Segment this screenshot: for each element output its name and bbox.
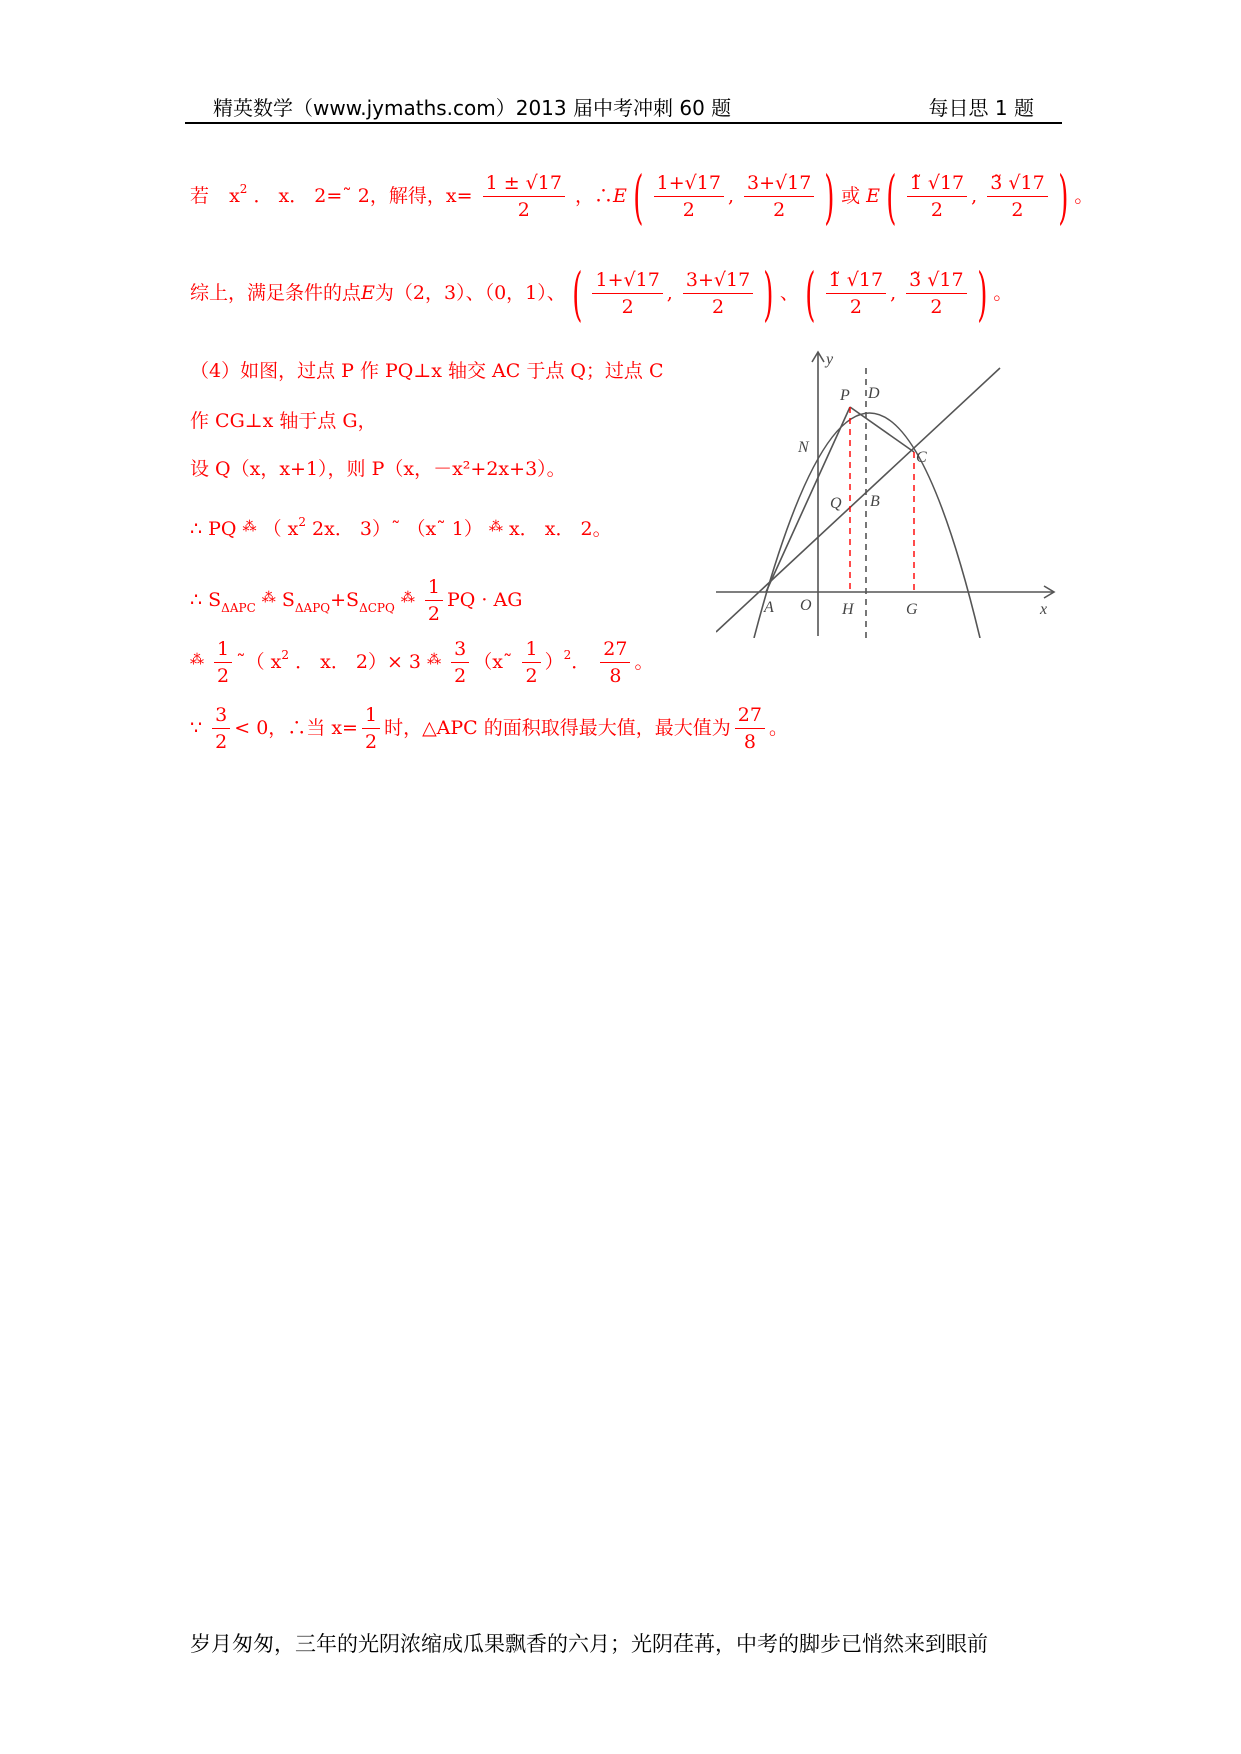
label-o: O — [800, 597, 812, 614]
label-n: N — [798, 439, 809, 456]
point-e-2: E — [866, 185, 880, 207]
parabola-figure — [716, 348, 1056, 638]
fraction-p2: $\frac{3+√17}{2}$ — [744, 174, 814, 220]
part4-line-6: ⁂ $\frac{1}{2}$ ˜（ $x^2$ ． x． 2）× 3 ⁂ $\frac{3}{2}$ （x˜ $\frac{1}{2}$ ）$^2$． $\frac{27}{8}$ 。 — [190, 638, 654, 687]
solution-line-2: 综上，满足条件的点E为（2，3）、（0，1）、 ( $\frac{1+√17}{2}$ , $\frac{3+√17}{2}$ ) 、 ( $\frac{1̃ √17}{2}$ , $\frac{3̃ √17}{2}$ ) 。 — [190, 260, 1013, 328]
text-lead: 若 — [190, 185, 210, 207]
point-e-summary: E — [361, 282, 375, 304]
label-p: P — [840, 387, 850, 404]
part4-line-3: 设 Q（x，x+1），则 P（x，－x²+2x+3）。 — [190, 458, 566, 480]
fraction-a: $\frac{1+√17}{2}$ — [592, 271, 662, 317]
fraction-c: $\frac{1̃ √17}{2}$ — [826, 271, 886, 317]
label-a: A — [764, 599, 774, 616]
fraction-d: $\frac{3̃ √17}{2}$ — [906, 271, 966, 317]
header-title: 精英数学（www.jymaths.com）2013 届中考冲刺 60 题 — [213, 96, 732, 120]
part4-line-4: ∴ PQ ⁂ （ $x^2$ 2x． 3）˜ （x˜ 1） ⁂ x． x． 2。 — [190, 515, 612, 540]
part4-line-7: ∵ $\frac{3}{2}$ < 0，∴当 x= $\frac{1}{2}$ 时，△APC 的面积取得最大值，最大值为 $\frac{27}{8}$ 。 — [190, 704, 788, 753]
part4-line-5: ∴ $S_{\Delta APC}$ ⁂ $S_{\Delta APQ}+S_{\Delta CPQ}$ ⁂ $\frac{1}{2}$ PQ · AG — [190, 576, 523, 625]
fraction-q2: $\frac{3̃ √17}{2}$ — [987, 174, 1047, 220]
label-x: x — [1040, 601, 1048, 618]
fraction-q1: $\frac{1̃ √17}{2}$ — [907, 174, 967, 220]
label-h: H — [842, 601, 854, 618]
eq-x: x — [229, 185, 240, 207]
label-y: y — [826, 351, 834, 368]
label-q: Q — [830, 495, 842, 512]
solution-line-1: 若 $x^2$ ． x． 2=˜ 2，解得，x= $\frac{1 \pm √17}{2}$ ，∴E ( $\frac{1+√17}{2}$ , $\frac{3+√17}{2}$ ) 或 E ( $\frac{1̃ √17}{2}$ , $\frac{3̃ √17}{2}$ ) 。 — [190, 163, 1094, 231]
segment-pc — [850, 407, 914, 452]
label-g: G — [906, 601, 918, 618]
fraction-root: $\frac{1 \pm √17}{2}$ — [483, 174, 565, 220]
label-c: C — [916, 449, 927, 466]
label-d: D — [868, 385, 880, 402]
summary-text: 综上，满足条件的点 — [190, 282, 362, 304]
therefore: ，∴ — [575, 185, 614, 207]
part4-line-2: 作 CG⊥x 轴于点 G， — [190, 410, 377, 432]
fraction-b: $\frac{3+√17}{2}$ — [683, 271, 753, 317]
summary-points: 为（2，3）、（0，1）、 — [374, 282, 566, 304]
header-right: 每日思 1 题 — [928, 96, 1034, 120]
eq-mid: ． x． 2=˜ 2，解得，x= — [253, 185, 473, 207]
parabola-curve — [754, 413, 980, 638]
label-b: B — [870, 493, 880, 510]
point-e: E — [613, 185, 627, 207]
page-footer: 岁月匆匆，三年的光阴浓缩成瓜果飘香的六月；光阴荏苒，中考的脚步已悄然来到眼前 — [190, 1632, 988, 1656]
part4-line-1: （4）如图，过点 P 作 PQ⊥x 轴交 AC 于点 Q；过点 C — [190, 360, 664, 382]
fraction-half: $\frac{1}{2}$ — [425, 578, 443, 624]
eq-sup: 2 — [239, 182, 248, 196]
text-or: 或 — [841, 185, 861, 207]
fraction-p1: $\frac{1+√17}{2}$ — [654, 174, 724, 220]
page-header — [185, 92, 1062, 124]
